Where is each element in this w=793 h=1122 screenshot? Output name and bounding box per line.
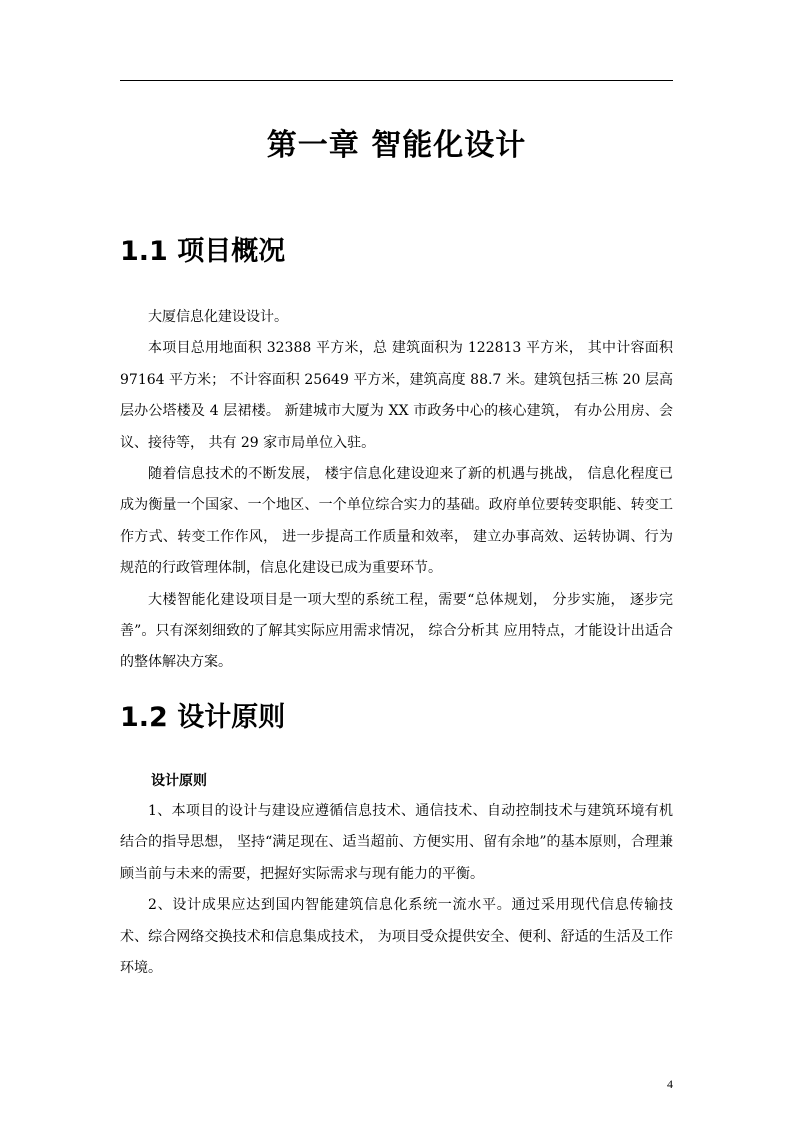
subheading-design-principles: 设计原则	[151, 773, 207, 789]
section-1-1-body	[120, 302, 673, 679]
paragraph: 2、设计成果应达到国内智能建筑信息化系统一流水平。通过采用现代信息传输技术、综合网络交换技术和信息集成技术， 为项目受众提供安全、便利、舒适的生活及工作环境。	[120, 897, 673, 977]
section-heading-1-1: 1.1 项目概况	[120, 236, 286, 267]
paragraph: 大楼智能化建设项目是一项大型的系统工程，需要“总体规划， 分步实施， 逐步完善”。只有深刻细致的了解其实际应用需求情况， 综合分析其 应用特点，才能设计出适合的整体解决方案。	[120, 591, 673, 671]
paragraph: 随着信息技术的不断发展， 楼宇信息化建设迎来了新的机遇与挑战， 信息化程度已成为衡量一个国家、一个地区、一个单位综合实力的基础。政府单位要转变职能、转变工作方式、转变工作作风， 进一步提高工作质量和效率， 建立办事高效、运转协调、行为规范的行政管理体制，信息化建设已成为重要环节。	[120, 466, 673, 577]
paragraph: 本项目总用地面积 32388 平方米，总 建筑面积为 122813 平方米， 其中计容面积 97164 平方米； 不计容面积 25649 平方米，建筑高度 88.7 米。建筑包括三栋 20 层高层办公塔楼及 4 层裙楼。 新建城市大厦为 XX 市政务中心的核心建筑， 有办公用房、会议、接待等， 共有 29 家市局单位入驻。	[120, 340, 673, 451]
section-heading-1-2: 1.2 设计原则	[120, 702, 286, 733]
paragraph: 1、本项目的设计与建设应遵循信息技术、通信技术、自动控制技术与建筑环境有机结合的指导思想， 坚持“满足现在、适当超前、方便实用、留有余地”的基本原则，合理兼顾当前与未来的需要，把握好实际需求与现有能力的平衡。	[120, 803, 673, 882]
section-1-2-body	[120, 796, 673, 984]
paragraph: 大厦信息化建设设计。	[148, 309, 288, 325]
page-number: 4	[667, 1077, 673, 1091]
chapter-title: 第一章 智能化设计	[266, 128, 527, 163]
header-rule	[120, 80, 673, 81]
